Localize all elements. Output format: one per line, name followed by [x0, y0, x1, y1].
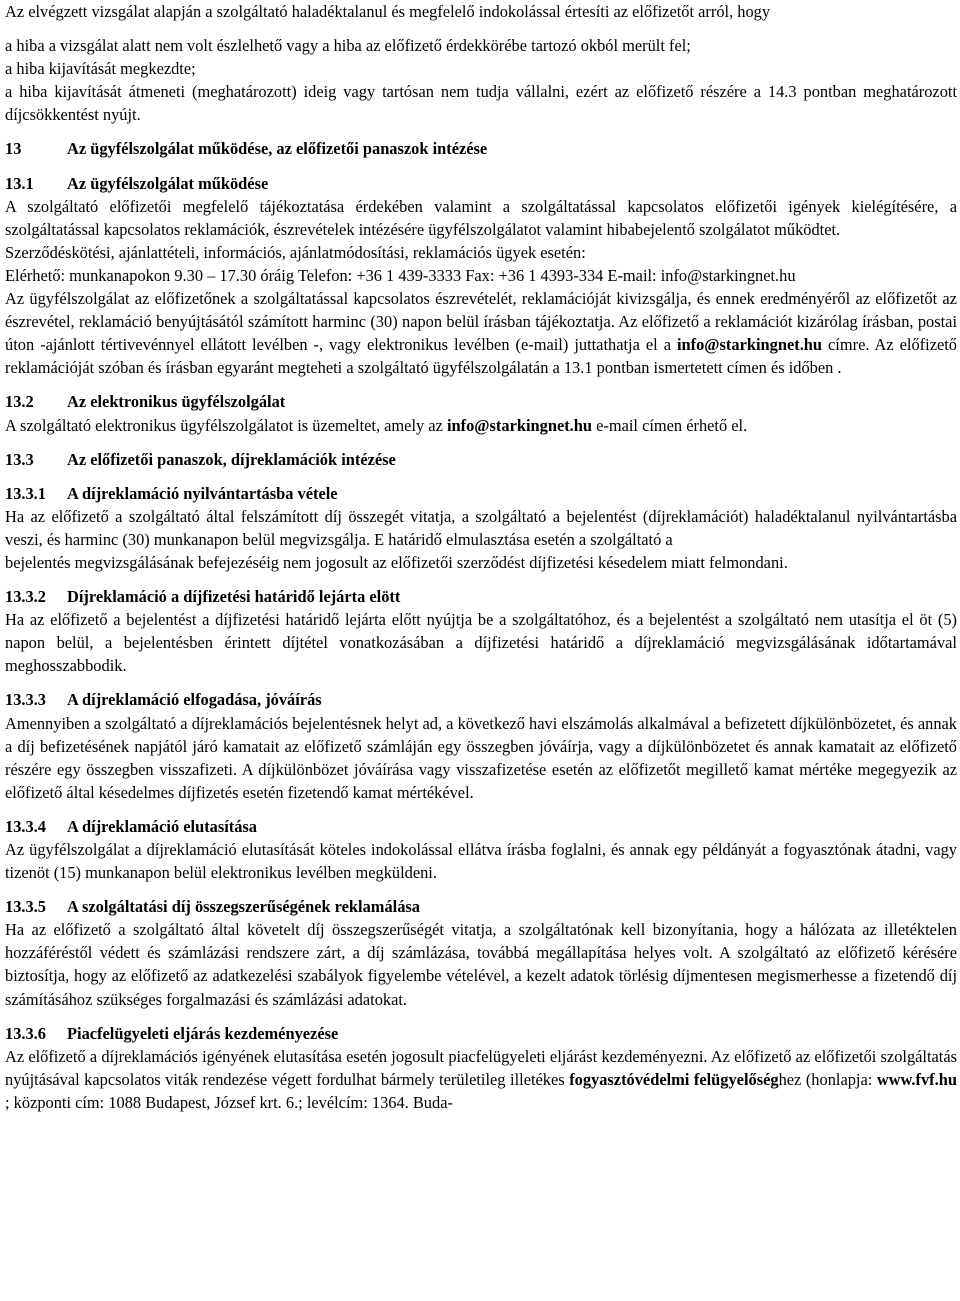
section-number: 13.3.5: [5, 897, 46, 917]
section-heading: [5, 137, 957, 160]
section-title: A díjreklamáció elfogadása, jóváírás: [67, 690, 322, 710]
text-run: hez (honlapja:: [778, 1069, 877, 1089]
contact-line: Elérhető: munkanapokon 9.30 – 17.30 óráig Telefon: +36 1 439-3333 Fax: +36 1 4393-334 E-mail: info@starkingnet.hu: [5, 265, 796, 285]
section-number: 13: [5, 139, 22, 159]
text-run: A szolgáltató elektronikus ügyfélszolgálatot is üzemeltet, amely az: [5, 415, 447, 435]
paragraph: [5, 414, 957, 437]
text-run: címre. Az előfizető reklamációját szóban és írásban egyaránt megteheti a szolgáltató ügyfélszolgálatán a 13.1 pontban ismertetett címen és időben .: [5, 335, 957, 378]
paragraph: Ha az előfizető a bejelentést a díjfizetési határidő lejárta előtt nyújtja be a szolgáltatóhoz, és a bejelentést a szolgáltató nem utasítja el öt (5) napon belül, a bejelentésben érintett díjtétel vonatkozásában a díjfizetési határidő a díjreklamáció megvizsgálásának időtartamával meghosszabbodik.: [5, 610, 957, 676]
authority-name: fogyasztóvédelmi felügyelőség: [569, 1069, 779, 1089]
email-text: info@starkingnet.hu: [446, 415, 593, 435]
text-run: Az előfizető a díjreklamációs igényének elutasítása esetén jogosult piacfelügyeleti eljárást kezdeményezni. Az előfizető az előfizetői szolgáltatás nyújtásával kapcsolatos viták rendezése végett fordulhat bármely területileg illetékes: [5, 1046, 957, 1089]
section-heading: [5, 688, 957, 711]
section-title: Az előfizetői panaszok, díjreklamációk intézése: [67, 449, 396, 469]
paragraph: [5, 287, 957, 379]
list-item: a hiba kijavítását megkezdte;: [5, 59, 196, 79]
section-title: Az ügyfélszolgálat működése, az előfizetői panaszok intézése: [67, 139, 488, 159]
section-heading: [5, 815, 957, 838]
paragraph: Szerződéskötési, ajánlattételi, információs, ajánlatmódosítási, reklamációs ügyek esetén:: [5, 242, 586, 262]
email-text: info@starkingnet.hu: [676, 335, 823, 355]
paragraph: [5, 1045, 957, 1114]
section-number: 13.1: [5, 173, 34, 193]
section-title: Díjreklamáció a díjfizetési határidő lejárta elött: [67, 587, 401, 607]
list-item: a hiba kijavítását átmeneti (meghatározott) ideig vagy tartósan nem tudja vállalni, ezért az előfizető részére a 14.3 pontban meghatározott díjcsökkentést nyújt.: [5, 82, 957, 125]
paragraph: Ha az előfizető a szolgáltató által felszámított díj összegét vitatja, a szolgáltató a bejelentést (díjreklamációt) haladéktalanul nyilvántartásba veszi, és harminc (30) munkanapon belül megvizsgálja. E határidő elmulasztása esetén a szolgáltató a: [5, 506, 957, 549]
section-heading: [5, 1022, 957, 1045]
section-number: 13.3.1: [5, 483, 46, 503]
paragraph: Amennyiben a szolgáltató a díjreklamációs bejelentésnek helyt ad, a következő havi elszámolás alkalmával a befizetett díjkülönbözetet, és annak a díj befizetésének napjától járó kamatait az előfizető számláján egy összegben jóváírja, vagy a díjkülönbözetet és annak kamatait az előfizető részére egy összegben visszafizeti. A díjkülönbözet jóváírása vagy visszafizetése esetén az előfizetőt megillető kamat mértéke megegyezik az előfizető által késedelmes díjfizetés esetén fizetendő kamat mértékével.: [5, 713, 957, 802]
paragraph: A szolgáltató előfizetői megfelelő tájékoztatása érdekében valamint a szolgáltatással kapcsolatos előfizetői igények kielégítésére, a szolgáltatással kapcsolatos reklamációk, észrevételek intézésére ügyfélszolgálatot valamint hibabejelentő szolgálatot működtet.: [5, 196, 957, 239]
section-title: A díjreklamáció nyilvántartásba vétele: [67, 483, 338, 503]
section-title: Az ügyfélszolgálat működése: [67, 173, 269, 193]
condition-list: [5, 34, 957, 126]
section-heading: [5, 172, 957, 195]
section-number: 13.3: [5, 449, 34, 469]
website-text: www.fvf.hu: [876, 1069, 957, 1089]
paragraph: Az ügyfélszolgálat a díjreklamáció elutasítását köteles indokolással ellátva írásba foglalni, és annak egy példányát a fogyasztónak átadni, vagy tizenöt (15) munkanapon belül elektronikus levélben megküldeni.: [5, 840, 957, 883]
section-heading: [5, 482, 957, 505]
section-title: A díjreklamáció elutasítása: [67, 816, 258, 836]
section-heading: [5, 390, 957, 413]
section-title: Az elektronikus ügyfélszolgálat: [67, 392, 286, 412]
section-number: 13.2: [5, 392, 34, 412]
intro-paragraph: Az elvégzett vizsgálat alapján a szolgáltató haladéktalanul és megfelelő indokolással értesíti az előfizetőt arról, hogy: [5, 2, 771, 21]
section-title: Piacfelügyeleti eljárás kezdeményezése: [67, 1023, 339, 1043]
text-run: ; központi cím: 1088 Budapest, József krt. 6.; levélcím: 1364. Buda-: [5, 1092, 453, 1112]
list-item: a hiba a vizsgálat alatt nem volt észlelhető vagy a hiba az előfizető érdekkörébe tartozó okból merült fel;: [5, 36, 691, 56]
text-run: e-mail címen érhető el.: [592, 415, 748, 435]
section-heading: [5, 895, 957, 918]
section-number: 13.3.4: [5, 816, 46, 836]
paragraph: bejelentés megvizsgálásának befejezéséig nem jogosult az előfizetői szerződést díjfizetési késedelem miatt felmondani.: [5, 552, 788, 572]
section-number: 13.3.6: [5, 1023, 46, 1043]
section-heading: [5, 585, 957, 608]
section-number: 13.3.2: [5, 587, 46, 607]
text-run: Az ügyfélszolgálat az előfizetőnek a szolgáltatással kapcsolatos észrevételét, reklamációját kivizsgálja, és ennek eredményéről az előfizetőt az észrevétel, reklamáció benyújtásától számított harminc (30) napon belül írásban tájékoztatja. Az előfizető a reklamációt kizárólag írásban, postai úton -ajánlott tértivevénnyel ellátott levélben -, vagy elektronikus levélben (e-mail) juttathatja el a: [5, 289, 957, 355]
paragraph: Ha az előfizető a szolgáltató által követelt díj összegszerűségét vitatja, a szolgáltatónak kell bizonyítania, hogy a hálózata az illetéktelen hozzáféréstől védett és számlázási rendszere zárt, a díj számlázása, továbbá megállapítása helyes volt. A szolgáltató az előfizető kérésére biztosítja, hogy az előfizető az adatkezelési szabályok figyelembe vételével, a kezelt adatok törlésig díjmentesen megismerhesse a fizetendő díj számításához szükséges forgalmazási és számlázási adatokat.: [5, 920, 957, 1009]
section-heading: [5, 448, 957, 471]
section-number: 13.3.3: [5, 690, 46, 710]
section-title: A szolgáltatási díj összegszerűségének reklamálása: [67, 897, 420, 917]
